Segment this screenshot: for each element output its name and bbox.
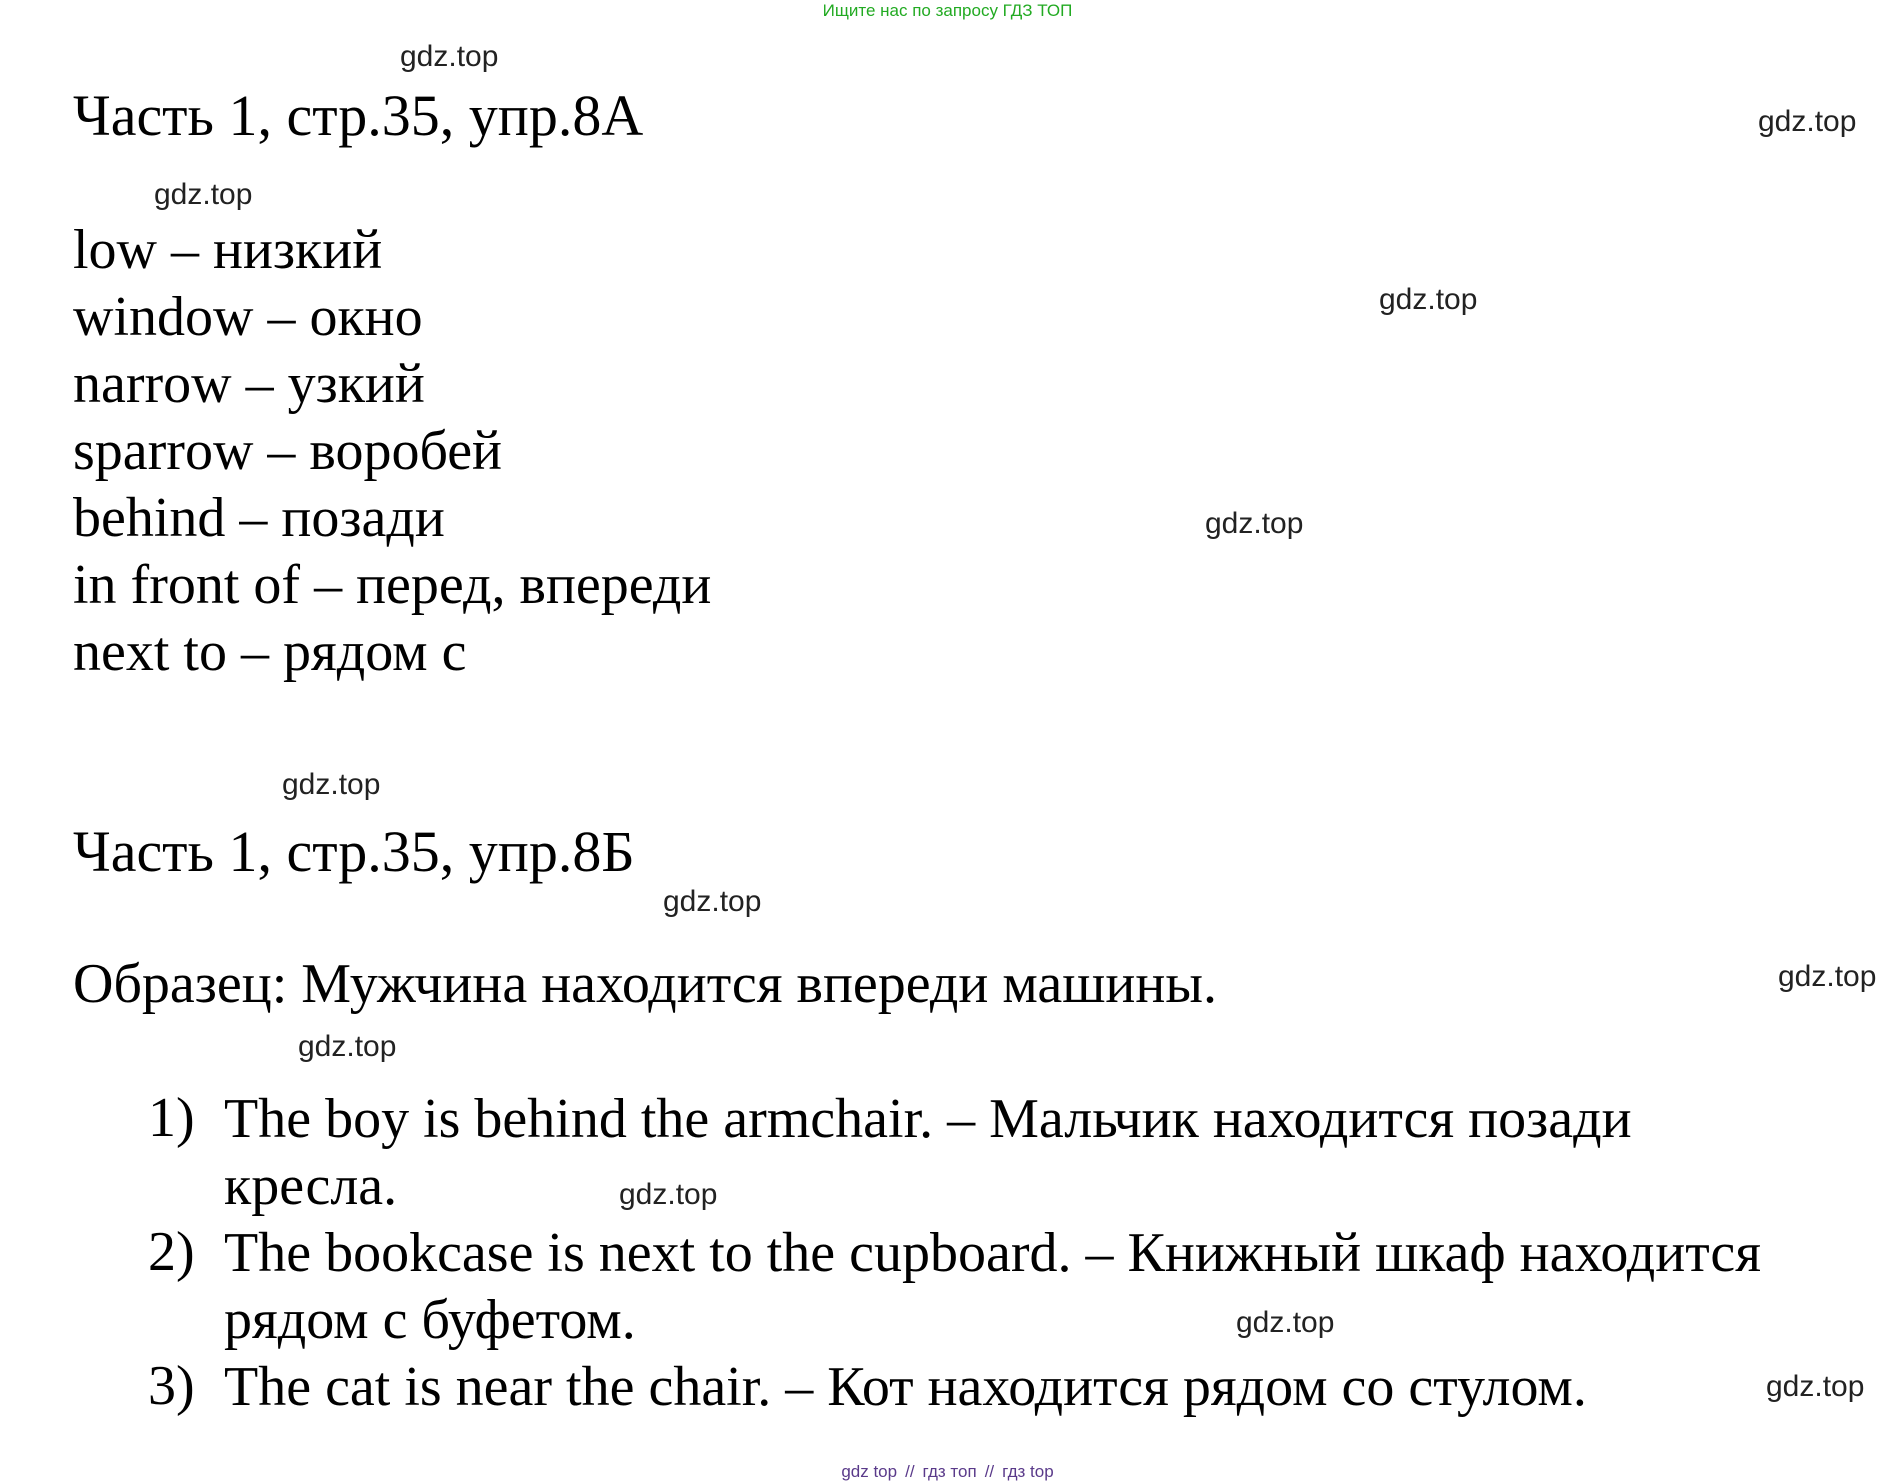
watermark: gdz.top [1236, 1306, 1335, 1339]
watermark: gdz.top [154, 178, 253, 211]
watermark: gdz.top [1379, 283, 1478, 316]
watermark: gdz.top [1205, 507, 1304, 540]
footer-link[interactable]: гдз top [1002, 1462, 1054, 1481]
footer-separator: // [984, 1462, 995, 1481]
watermark: gdz.top [400, 40, 499, 73]
footer-separator: // [905, 1462, 915, 1481]
vocab-item: narrow – узкий [73, 353, 425, 415]
watermark: gdz.top [298, 1030, 397, 1063]
vocab-item: low – низкий [73, 219, 383, 281]
watermark: gdz.top [619, 1178, 718, 1211]
top-banner: Ищите нас по запросу ГДЗ ТОП [822, 1, 1073, 20]
item-number: 3) [148, 1355, 195, 1417]
item-text-line: The boy is behind the armchair. – Мальчик находится позади [224, 1088, 1632, 1150]
vocab-item: window – окно [73, 286, 423, 348]
watermark: gdz.top [663, 885, 762, 918]
footer [0, 1462, 1895, 1482]
vocab-item: next to – рядом с [73, 621, 467, 683]
vocab-item: behind – позади [73, 487, 445, 549]
watermark: gdz.top [1766, 1370, 1865, 1403]
item-text-line: The bookcase is next to the cupboard. – Книжный шкаф находится [224, 1222, 1761, 1284]
watermark: gdz.top [1758, 105, 1857, 138]
footer-link[interactable]: гдз топ [922, 1462, 977, 1481]
section2-heading: Часть 1, стр.35, упр.8Б [73, 819, 635, 884]
footer-link[interactable]: gdz top [841, 1462, 898, 1481]
item-number: 2) [148, 1221, 195, 1283]
item-number: 1) [148, 1087, 195, 1149]
watermark: gdz.top [282, 768, 381, 801]
vocab-item: sparrow – воробей [73, 420, 503, 482]
item-text-line: кресла. [224, 1155, 398, 1217]
sample-sentence: Образец: Мужчина находится впереди машины. [73, 953, 1217, 1015]
item-text-line: The cat is near the chair. – Кот находится рядом со стулом. [224, 1356, 1587, 1418]
watermark: gdz.top [1778, 960, 1877, 993]
vocab-item: in front of – перед, впереди [73, 554, 712, 616]
item-text-line: рядом с буфетом. [224, 1289, 636, 1351]
section1-heading: Часть 1, стр.35, упр.8А [73, 83, 644, 148]
